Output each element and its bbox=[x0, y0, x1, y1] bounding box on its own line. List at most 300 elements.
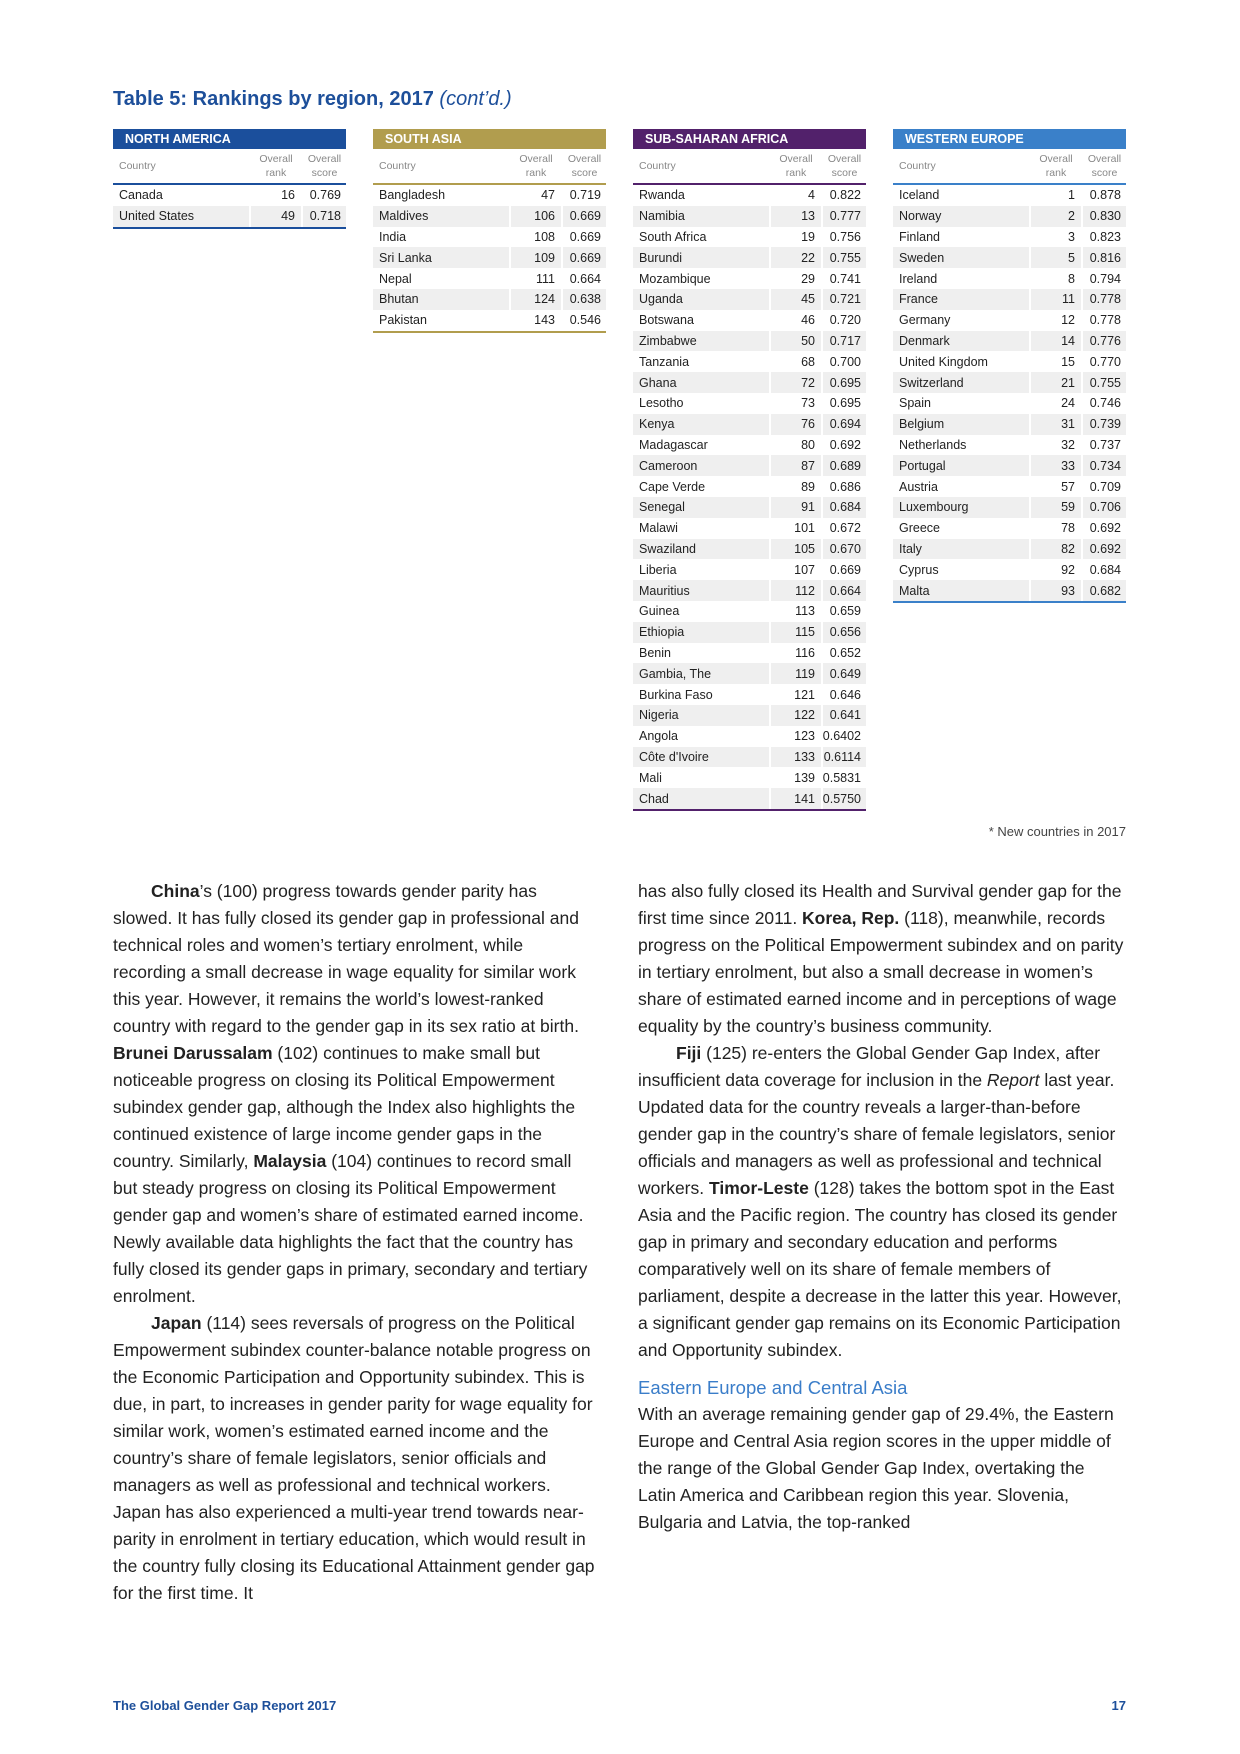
country-cell: Finland bbox=[899, 229, 940, 244]
rank-header bbox=[251, 149, 301, 182]
rank-cell: 133 bbox=[771, 747, 821, 768]
table-bottom-rule bbox=[893, 601, 1126, 603]
country-header: Country bbox=[119, 159, 156, 172]
country-cell: Cyprus bbox=[899, 562, 939, 577]
rank-cell: 13 bbox=[771, 206, 821, 227]
rank-cell: 111 bbox=[535, 271, 555, 286]
table-row bbox=[893, 518, 1126, 539]
rank-cell: 32 bbox=[1061, 437, 1075, 452]
text-segment: (128) takes the bottom spot in the East Asia and the Pacific region. The country has closed its gender gap in primary and secondary education and performs comparatively well on its share of female members of parliament, despite a decrease in the latter this year. However, a significant gender gap remains on its Economic Participation and Opportunity subindex. bbox=[638, 1178, 1122, 1360]
score-cell: 0.692 bbox=[829, 437, 861, 452]
rank-cell: 78 bbox=[1061, 521, 1075, 536]
country-cell: Sri Lanka bbox=[373, 247, 509, 268]
text-segment: With an average remaining gender gap of 29.4%, the Eastern Europe and Central Asia region scores in the upper middle of the range of the Global Gender Gap Index, overtaking the Latin America and Caribbean region this year. Slovenia, Bulgaria and Latvia, the top-ranked bbox=[638, 1404, 1114, 1532]
region-table bbox=[113, 129, 346, 229]
country-cell: Burkina Faso bbox=[639, 687, 713, 702]
score-cell: 0.659 bbox=[829, 604, 861, 619]
region-header: WESTERN EUROPE bbox=[893, 129, 1126, 149]
country-name-bold: Brunei Darussalam bbox=[113, 1043, 273, 1063]
score-cell: 0.5750 bbox=[823, 788, 866, 809]
country-cell: India bbox=[379, 229, 407, 244]
rank-cell: 119 bbox=[771, 663, 821, 684]
score-cell: 0.669 bbox=[563, 247, 606, 268]
left-text-column bbox=[113, 878, 599, 1607]
rank-cell: 8 bbox=[1068, 271, 1075, 286]
country-cell: Zimbabwe bbox=[633, 331, 769, 352]
score-cell: 0.878 bbox=[1089, 188, 1121, 203]
table-row bbox=[633, 289, 866, 310]
country-cell: Belgium bbox=[893, 414, 1029, 435]
rank-cell: 33 bbox=[1031, 455, 1081, 476]
rank-cell: 49 bbox=[251, 206, 301, 227]
rank-cell: 5 bbox=[1031, 247, 1081, 268]
rank-cell: 14 bbox=[1031, 331, 1081, 352]
country-cell: Malta bbox=[893, 580, 1029, 601]
score-cell: 0.669 bbox=[563, 206, 606, 227]
country-name-bold: Japan bbox=[151, 1313, 202, 1333]
table-row bbox=[633, 206, 866, 227]
rank-cell: 31 bbox=[1031, 414, 1081, 435]
score-cell: 0.769 bbox=[309, 188, 341, 203]
rank-cell: 24 bbox=[1061, 396, 1075, 411]
rank-cell: 87 bbox=[771, 455, 821, 476]
score-cell: 0.669 bbox=[569, 229, 601, 244]
table-row bbox=[633, 767, 866, 788]
rank-cell: 108 bbox=[534, 229, 555, 244]
country-cell: Uganda bbox=[633, 289, 769, 310]
rank-cell: 123 bbox=[794, 729, 815, 744]
score-cell: 0.717 bbox=[823, 331, 866, 352]
score-cell: 0.700 bbox=[829, 354, 861, 369]
country-cell: Madagascar bbox=[639, 437, 708, 452]
score-cell: 0.741 bbox=[829, 271, 861, 286]
emphasis-text: Report bbox=[986, 1070, 1040, 1090]
country-cell: Denmark bbox=[893, 331, 1029, 352]
table-row bbox=[893, 497, 1126, 518]
country-cell: Gambia, The bbox=[633, 663, 769, 684]
country-cell: Tanzania bbox=[639, 354, 690, 369]
rank-cell: 15 bbox=[1061, 354, 1075, 369]
score-cell: 0.823 bbox=[1089, 229, 1121, 244]
rank-cell: 115 bbox=[771, 622, 821, 643]
rank-header-line1: Overall bbox=[519, 152, 553, 165]
country-cell: Italy bbox=[893, 539, 1029, 560]
table-row bbox=[893, 247, 1126, 268]
table-row bbox=[893, 580, 1126, 601]
table-row bbox=[633, 351, 866, 372]
score-cell: 0.689 bbox=[823, 455, 866, 476]
column-headers bbox=[633, 149, 866, 185]
score-header-line2: score bbox=[571, 166, 598, 179]
body-paragraph bbox=[113, 878, 599, 1310]
country-cell: Angola bbox=[639, 729, 678, 744]
score-header-line1: Overall bbox=[567, 152, 602, 165]
country-cell: Sweden bbox=[893, 247, 1029, 268]
rank-cell: 124 bbox=[511, 289, 561, 310]
rank-cell: 92 bbox=[1061, 562, 1075, 577]
country-cell: Portugal bbox=[893, 455, 1029, 476]
score-cell: 0.706 bbox=[1083, 497, 1126, 518]
table-row bbox=[633, 580, 866, 601]
rank-cell: 59 bbox=[1031, 497, 1081, 518]
country-header: Country bbox=[379, 159, 416, 172]
country-cell: Pakistan bbox=[379, 313, 427, 328]
rank-cell: 57 bbox=[1061, 479, 1075, 494]
score-cell: 0.646 bbox=[829, 687, 861, 702]
table-row bbox=[633, 705, 866, 726]
table-row bbox=[373, 206, 606, 227]
country-cell: Norway bbox=[893, 206, 1029, 227]
rank-cell: 91 bbox=[771, 497, 821, 518]
score-cell: 0.830 bbox=[1083, 206, 1126, 227]
score-cell: 0.739 bbox=[1083, 414, 1126, 435]
country-cell: Austria bbox=[899, 479, 938, 494]
score-cell: 0.692 bbox=[1083, 539, 1126, 560]
table-row bbox=[373, 268, 606, 289]
footnote: * New countries in 2017 bbox=[988, 824, 1126, 839]
score-cell: 0.822 bbox=[829, 188, 861, 203]
country-cell: Namibia bbox=[633, 206, 769, 227]
score-cell: 0.692 bbox=[1089, 521, 1121, 536]
title-suffix: (cont’d.) bbox=[439, 88, 512, 110]
table-bottom-rule bbox=[113, 227, 346, 229]
country-cell: Ethiopia bbox=[633, 622, 769, 643]
country-cell: United States bbox=[113, 206, 249, 227]
rank-header-line1: Overall bbox=[1039, 152, 1073, 165]
score-cell: 0.682 bbox=[1083, 580, 1126, 601]
rank-cell: 107 bbox=[794, 562, 815, 577]
country-cell: Bangladesh bbox=[379, 188, 446, 203]
title-main: Table 5: Rankings by region, 2017 bbox=[113, 88, 434, 110]
text-segment: has also fully closed its Health and Survival gender gap for the first time since 2011. bbox=[638, 881, 1122, 928]
score-cell: 0.652 bbox=[829, 645, 861, 660]
score-cell: 0.816 bbox=[1083, 247, 1126, 268]
table-row bbox=[373, 310, 606, 331]
table-row bbox=[893, 559, 1126, 580]
section-heading: Eastern Europe and Central Asia bbox=[638, 1377, 908, 1398]
table-row bbox=[893, 289, 1126, 310]
body-paragraph bbox=[638, 878, 1124, 1040]
table-row bbox=[633, 497, 866, 518]
score-cell: 0.5831 bbox=[822, 770, 861, 785]
rank-cell: 113 bbox=[795, 604, 815, 619]
country-cell: Nepal bbox=[379, 271, 412, 286]
table-row bbox=[893, 185, 1126, 206]
country-cell: Cameroon bbox=[633, 455, 769, 476]
rank-cell: 3 bbox=[1068, 229, 1075, 244]
footer-report-title: The Global Gender Gap Report 2017 bbox=[113, 1698, 337, 1713]
table-row bbox=[633, 643, 866, 664]
rank-cell: 106 bbox=[511, 206, 561, 227]
country-cell: Liberia bbox=[639, 562, 677, 577]
rank-cell: 29 bbox=[801, 271, 815, 286]
country-cell: Benin bbox=[639, 645, 671, 660]
country-cell: Kenya bbox=[633, 414, 769, 435]
right-text-column bbox=[638, 878, 1124, 1536]
rank-cell: 80 bbox=[801, 437, 815, 452]
table-row bbox=[633, 435, 866, 456]
table-row bbox=[893, 455, 1126, 476]
country-cell: Spain bbox=[899, 396, 931, 411]
table-row bbox=[373, 247, 606, 268]
score-cell: 0.664 bbox=[823, 580, 866, 601]
score-cell: 0.684 bbox=[823, 497, 866, 518]
country-cell: Guinea bbox=[639, 604, 680, 619]
rank-cell: 122 bbox=[771, 705, 821, 726]
table-bottom-rule bbox=[633, 809, 866, 811]
country-cell: Canada bbox=[119, 188, 163, 203]
rank-header-line2: rank bbox=[265, 166, 287, 179]
text-segment: (118), meanwhile, records progress on the Political Empowerment subindex and on parity in tertiary enrolment, but also a small decrease in women’s share of estimated earned income and in perceptions of wage equality by the country’s business community. bbox=[638, 908, 1124, 1036]
score-cell: 0.656 bbox=[823, 622, 866, 643]
body-paragraph bbox=[113, 1310, 599, 1607]
rank-cell: 73 bbox=[801, 396, 815, 411]
rank-cell: 1 bbox=[1068, 188, 1075, 203]
country-cell: Chad bbox=[633, 788, 769, 809]
table-row bbox=[633, 331, 866, 352]
rank-header bbox=[771, 149, 821, 182]
score-cell: 0.670 bbox=[823, 539, 866, 560]
score-cell: 0.737 bbox=[1089, 437, 1121, 452]
country-cell: Côte d'Ivoire bbox=[633, 747, 769, 768]
country-cell: Nigeria bbox=[633, 705, 769, 726]
region-table bbox=[633, 129, 866, 811]
rank-cell: 141 bbox=[771, 788, 821, 809]
rank-cell: 101 bbox=[794, 521, 815, 536]
score-cell: 0.755 bbox=[1083, 372, 1126, 393]
rank-cell: 50 bbox=[771, 331, 821, 352]
score-cell: 0.694 bbox=[823, 414, 866, 435]
rank-cell: 93 bbox=[1031, 580, 1081, 601]
country-cell: Ghana bbox=[633, 372, 769, 393]
score-cell: 0.755 bbox=[823, 247, 866, 268]
country-name-bold: Timor-Leste bbox=[708, 1178, 809, 1198]
rank-cell: 11 bbox=[1031, 289, 1081, 310]
rank-cell: 21 bbox=[1031, 372, 1081, 393]
table-row bbox=[633, 518, 866, 539]
text-segment: (125) re-enters the Global Gender Gap Index, after insufficient data coverage for inclusion in the bbox=[638, 1043, 1101, 1090]
table-row bbox=[113, 206, 346, 227]
country-cell: Senegal bbox=[633, 497, 769, 518]
rank-cell: 16 bbox=[281, 188, 295, 203]
score-header-line1: Overall bbox=[827, 152, 862, 165]
score-cell: 0.718 bbox=[303, 206, 346, 227]
page-number: 17 bbox=[1111, 1698, 1126, 1713]
score-header bbox=[303, 149, 346, 182]
rank-header-line1: Overall bbox=[779, 152, 813, 165]
score-header bbox=[823, 149, 866, 182]
country-cell: Mali bbox=[639, 770, 662, 785]
score-cell: 0.695 bbox=[823, 372, 866, 393]
score-cell: 0.777 bbox=[823, 206, 866, 227]
country-cell: Netherlands bbox=[899, 437, 967, 452]
table-row bbox=[893, 435, 1126, 456]
score-cell: 0.6402 bbox=[822, 729, 861, 744]
country-header: Country bbox=[899, 159, 936, 172]
table-row bbox=[633, 393, 866, 414]
text-segment: (114) sees reversals of progress on the Political Empowerment subindex counter-balance notable progress on the Economic Participation and Opportunity subindex. This is due, in part, to increases in gender parity for wage equality for similar work, women’s estimated earned income and the country’s share of female legislators, senior officials and managers as well as professional and technical workers. Japan has also experienced a multi-year trend towards near-parity in enrolment in tertiary education, which would result in the country fully closing its Educational Attainment gender gap for the first time. It bbox=[113, 1313, 595, 1603]
table-row bbox=[633, 788, 866, 809]
country-cell: Ireland bbox=[899, 271, 938, 286]
country-name-bold: Malaysia bbox=[253, 1151, 327, 1171]
body-paragraph bbox=[638, 1040, 1124, 1364]
table-row bbox=[113, 185, 346, 206]
table-row bbox=[633, 227, 866, 248]
rank-cell: 121 bbox=[794, 687, 815, 702]
score-header-line1: Overall bbox=[1087, 152, 1122, 165]
country-header: Country bbox=[639, 159, 676, 172]
table-row bbox=[633, 372, 866, 393]
table-row bbox=[633, 559, 866, 580]
rank-cell: 46 bbox=[801, 313, 815, 328]
table-row bbox=[893, 206, 1126, 227]
score-cell: 0.776 bbox=[1083, 331, 1126, 352]
rank-cell: 139 bbox=[794, 770, 815, 785]
text-segment: (104) continues to record small but steady progress on closing its Political Empowerment gender gap and women’s share of estimated earned income. Newly available data highlights the fact that the country has fully closed its gender gaps in primary, secondary and tertiary enrolment. bbox=[113, 1151, 588, 1306]
country-name-bold: Fiji bbox=[676, 1043, 702, 1063]
rank-header-line2: rank bbox=[785, 166, 807, 179]
score-cell: 0.778 bbox=[1089, 313, 1121, 328]
score-cell: 0.695 bbox=[829, 396, 861, 411]
country-cell: Cape Verde bbox=[639, 479, 706, 494]
body-paragraph bbox=[638, 1401, 1124, 1536]
score-cell: 0.6114 bbox=[823, 747, 866, 768]
table-row bbox=[373, 185, 606, 206]
country-cell: Burundi bbox=[633, 247, 769, 268]
table-row bbox=[633, 455, 866, 476]
score-cell: 0.686 bbox=[829, 479, 861, 494]
table-row bbox=[633, 663, 866, 684]
country-cell: Luxembourg bbox=[893, 497, 1029, 518]
region-header: SUB-SAHARAN AFRICA bbox=[633, 129, 866, 149]
score-cell: 0.721 bbox=[823, 289, 866, 310]
rank-cell: 22 bbox=[771, 247, 821, 268]
score-cell: 0.778 bbox=[1083, 289, 1126, 310]
score-cell: 0.672 bbox=[829, 521, 861, 536]
column-headers bbox=[893, 149, 1126, 185]
rank-cell: 45 bbox=[771, 289, 821, 310]
score-header-line2: score bbox=[311, 166, 338, 179]
rank-cell: 4 bbox=[808, 188, 815, 203]
score-cell: 0.669 bbox=[829, 562, 861, 577]
table-row bbox=[893, 331, 1126, 352]
table-row bbox=[893, 268, 1126, 289]
score-cell: 0.719 bbox=[569, 188, 601, 203]
score-header bbox=[563, 149, 606, 182]
country-cell: Rwanda bbox=[639, 188, 685, 203]
score-header-line1: Overall bbox=[307, 152, 342, 165]
table-row bbox=[633, 726, 866, 747]
region-header: SOUTH ASIA bbox=[373, 129, 606, 149]
country-cell: Switzerland bbox=[893, 372, 1029, 393]
country-cell: Bhutan bbox=[373, 289, 509, 310]
table-row bbox=[633, 414, 866, 435]
score-cell: 0.664 bbox=[569, 271, 601, 286]
rank-cell: 105 bbox=[771, 539, 821, 560]
table-row bbox=[633, 601, 866, 622]
rank-header-line1: Overall bbox=[259, 152, 293, 165]
country-cell: United Kingdom bbox=[899, 354, 988, 369]
score-header-line2: score bbox=[831, 166, 858, 179]
table-row bbox=[893, 310, 1126, 331]
rank-cell: 19 bbox=[801, 229, 815, 244]
rank-cell: 82 bbox=[1031, 539, 1081, 560]
country-cell: Botswana bbox=[639, 313, 694, 328]
score-cell: 0.734 bbox=[1083, 455, 1126, 476]
score-cell: 0.641 bbox=[823, 705, 866, 726]
table-row bbox=[893, 393, 1126, 414]
text-segment: ’s (100) progress towards gender parity has slowed. It has fully closed its gender gap in professional and technical roles and women’s tertiary enrolment, while recording a small decrease in wage equality for similar work this year. However, it remains the world’s lowest-ranked country with regard to the gender gap in its sex ratio at birth. bbox=[113, 881, 579, 1036]
rank-cell: 89 bbox=[801, 479, 815, 494]
country-cell: South Africa bbox=[639, 229, 707, 244]
rank-cell: 72 bbox=[771, 372, 821, 393]
score-cell: 0.638 bbox=[563, 289, 606, 310]
rank-cell: 68 bbox=[801, 354, 815, 369]
country-cell: Maldives bbox=[373, 206, 509, 227]
table-row bbox=[373, 227, 606, 248]
table-row bbox=[893, 372, 1126, 393]
rank-cell: 2 bbox=[1031, 206, 1081, 227]
country-cell: Swaziland bbox=[633, 539, 769, 560]
rank-cell: 12 bbox=[1061, 313, 1075, 328]
rank-header-line2: rank bbox=[525, 166, 547, 179]
table-row bbox=[633, 268, 866, 289]
table-row bbox=[893, 351, 1126, 372]
table-row bbox=[893, 476, 1126, 497]
country-cell: Iceland bbox=[899, 188, 940, 203]
region-table bbox=[373, 129, 606, 333]
score-header bbox=[1083, 149, 1126, 182]
score-cell: 0.794 bbox=[1089, 271, 1121, 286]
country-cell: Greece bbox=[899, 521, 940, 536]
country-cell: Malawi bbox=[639, 521, 678, 536]
table-row bbox=[633, 247, 866, 268]
table-row bbox=[893, 227, 1126, 248]
score-cell: 0.546 bbox=[569, 313, 601, 328]
table-bottom-rule bbox=[373, 331, 606, 333]
rank-header-line2: rank bbox=[1045, 166, 1067, 179]
rank-cell: 116 bbox=[795, 645, 815, 660]
rank-cell: 47 bbox=[541, 188, 555, 203]
region-table bbox=[893, 129, 1126, 603]
table-row bbox=[633, 747, 866, 768]
country-cell: Mauritius bbox=[633, 580, 769, 601]
table-row bbox=[373, 289, 606, 310]
score-cell: 0.770 bbox=[1089, 354, 1121, 369]
table-row bbox=[633, 310, 866, 331]
table-row bbox=[633, 476, 866, 497]
rank-header bbox=[1031, 149, 1081, 182]
score-cell: 0.746 bbox=[1089, 396, 1121, 411]
score-cell: 0.649 bbox=[823, 663, 866, 684]
rank-cell: 112 bbox=[771, 580, 821, 601]
table-row bbox=[893, 414, 1126, 435]
page-title bbox=[113, 88, 512, 111]
country-cell: Germany bbox=[899, 313, 951, 328]
country-name-bold: Korea, Rep. bbox=[802, 908, 900, 928]
region-header: NORTH AMERICA bbox=[113, 129, 346, 149]
country-name-bold: China bbox=[151, 881, 200, 901]
country-cell: Mozambique bbox=[639, 271, 711, 286]
country-cell: Lesotho bbox=[639, 396, 684, 411]
column-headers bbox=[113, 149, 346, 185]
table-row bbox=[633, 539, 866, 560]
column-headers bbox=[373, 149, 606, 185]
score-cell: 0.684 bbox=[1089, 562, 1121, 577]
table-row bbox=[633, 185, 866, 206]
score-header-line2: score bbox=[1091, 166, 1118, 179]
text-segment: (102) continues to make small but noticeable progress on closing its Political Empowerment subindex gender gap, although the Index also highlights the continued existence of large income gender gaps in the country. Similarly, bbox=[113, 1043, 576, 1171]
